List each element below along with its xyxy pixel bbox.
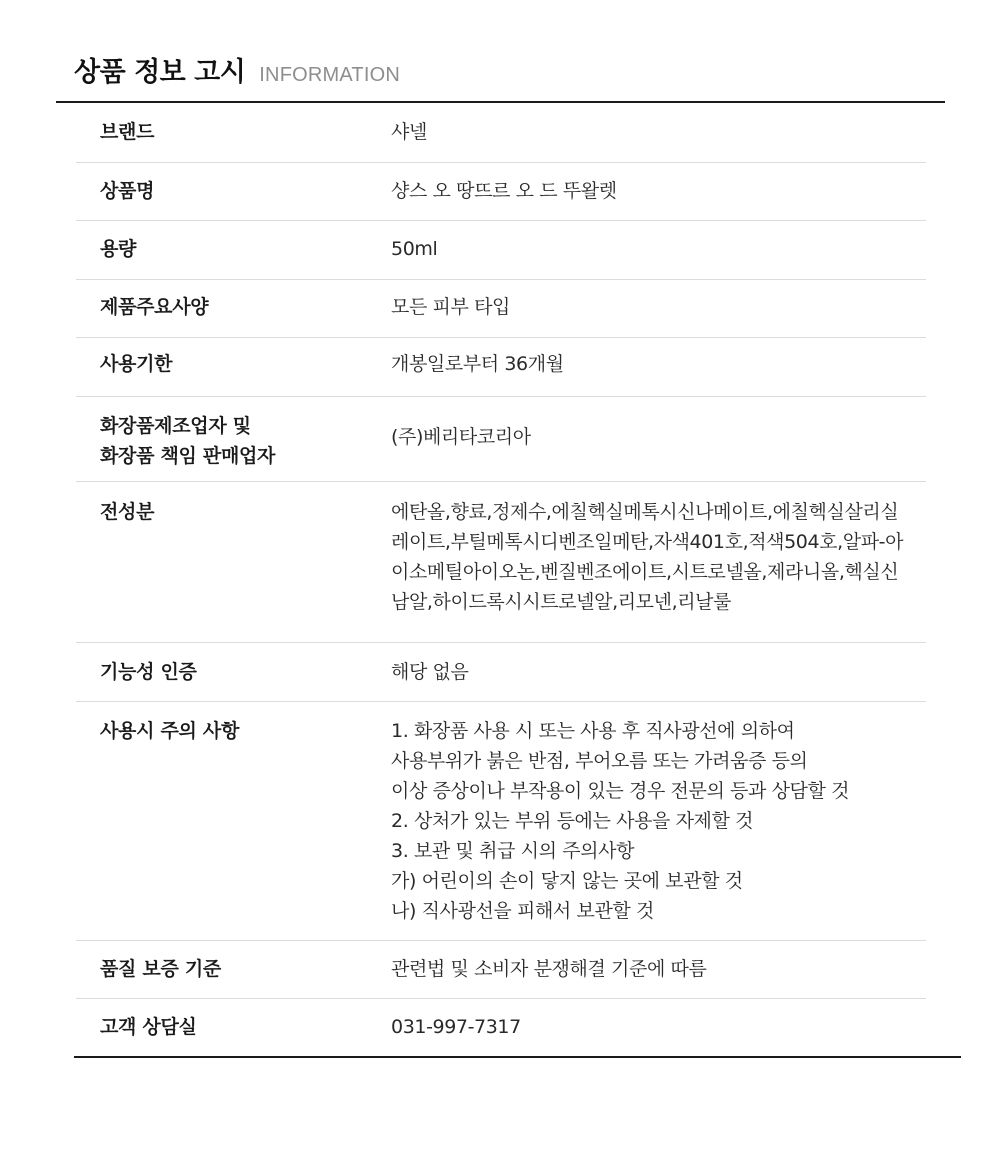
precaution-line: 가) 어린이의 손이 닿지 않는 곳에 보관할 것 — [391, 870, 743, 892]
ingredients-line: 남알,하이드록시시트로넬알,리모넨,리날룰 — [391, 591, 732, 613]
row-label: 상품명 — [100, 180, 155, 202]
row-label: 고객 상담실 — [100, 1016, 197, 1038]
row-label-line: 화장품제조업자 및 — [100, 415, 251, 437]
row-label: 사용시 주의 사항 — [100, 720, 240, 742]
section-header — [74, 50, 400, 90]
row-value: (주)베리타코리아 — [391, 426, 531, 448]
row-label: 용량 — [100, 238, 137, 260]
precaution-line: 2. 상처가 있는 부위 등에는 사용을 자제할 것 — [391, 810, 754, 832]
precaution-line: 사용부위가 붉은 반점, 부어오름 또는 가려움증 등의 — [391, 750, 808, 772]
info-row-manufacturer — [76, 397, 926, 482]
row-value: 해당 없음 — [391, 661, 469, 683]
info-row-ingredients — [76, 482, 926, 643]
row-label: 사용기한 — [100, 353, 173, 375]
row-value — [391, 497, 903, 617]
row-label: 기능성 인증 — [100, 661, 197, 683]
precaution-line: 3. 보관 및 취급 시의 주의사항 — [391, 840, 635, 862]
ingredients-line: 이소메틸아이오논,벤질벤조에이트,시트로넬올,제라니올,헥실신 — [391, 561, 899, 583]
info-row-precautions — [76, 702, 926, 941]
row-value: 031-997-7317 — [391, 1016, 521, 1038]
ingredients-line: 에탄올,향료,정제수,에칠헥실메톡시신나메이트,에칠헥실살리실 — [391, 501, 899, 523]
top-divider — [56, 101, 945, 103]
row-value: 샹스 오 땅뜨르 오 드 뚜왈렛 — [391, 180, 617, 202]
info-row-volume — [76, 221, 926, 280]
page-title: 상품 정보 고시 — [74, 57, 246, 88]
ingredients-line: 레이트,부틸메톡시디벤조일메탄,자색401호,적색504호,알파-아 — [391, 531, 904, 553]
row-value: 관련법 및 소비자 분쟁해결 기준에 따름 — [391, 958, 707, 980]
info-row-certification — [76, 643, 926, 702]
row-label: 제품주요사양 — [100, 296, 209, 318]
row-label-line: 화장품 책임 판매업자 — [100, 445, 276, 467]
page-subtitle: INFORMATION — [259, 64, 401, 86]
info-row-brand — [76, 104, 926, 163]
row-label: 전성분 — [100, 501, 155, 523]
row-label: 품질 보증 기준 — [100, 958, 221, 980]
info-row-product-name — [76, 163, 926, 221]
info-row-spec — [76, 280, 926, 338]
row-value: 모든 피부 타입 — [391, 296, 511, 318]
info-row-customer-service — [76, 999, 926, 1056]
info-row-expiry — [76, 338, 926, 397]
row-value: 개봉일로부터 36개월 — [391, 353, 564, 375]
precaution-line: 나) 직사광선을 피해서 보관할 것 — [391, 900, 654, 922]
row-value: 샤넬 — [391, 121, 427, 143]
precaution-line: 이상 증상이나 부작용이 있는 경우 전문의 등과 상담할 것 — [391, 780, 850, 802]
row-label: 브랜드 — [100, 121, 155, 143]
row-value: 50ml — [391, 238, 438, 260]
row-value — [391, 716, 849, 926]
precaution-line: 1. 화장품 사용 시 또는 사용 후 직사광선에 의하여 — [391, 720, 795, 742]
info-row-quality-assurance — [76, 941, 926, 999]
row-label — [100, 411, 275, 471]
bottom-divider — [74, 1056, 961, 1058]
